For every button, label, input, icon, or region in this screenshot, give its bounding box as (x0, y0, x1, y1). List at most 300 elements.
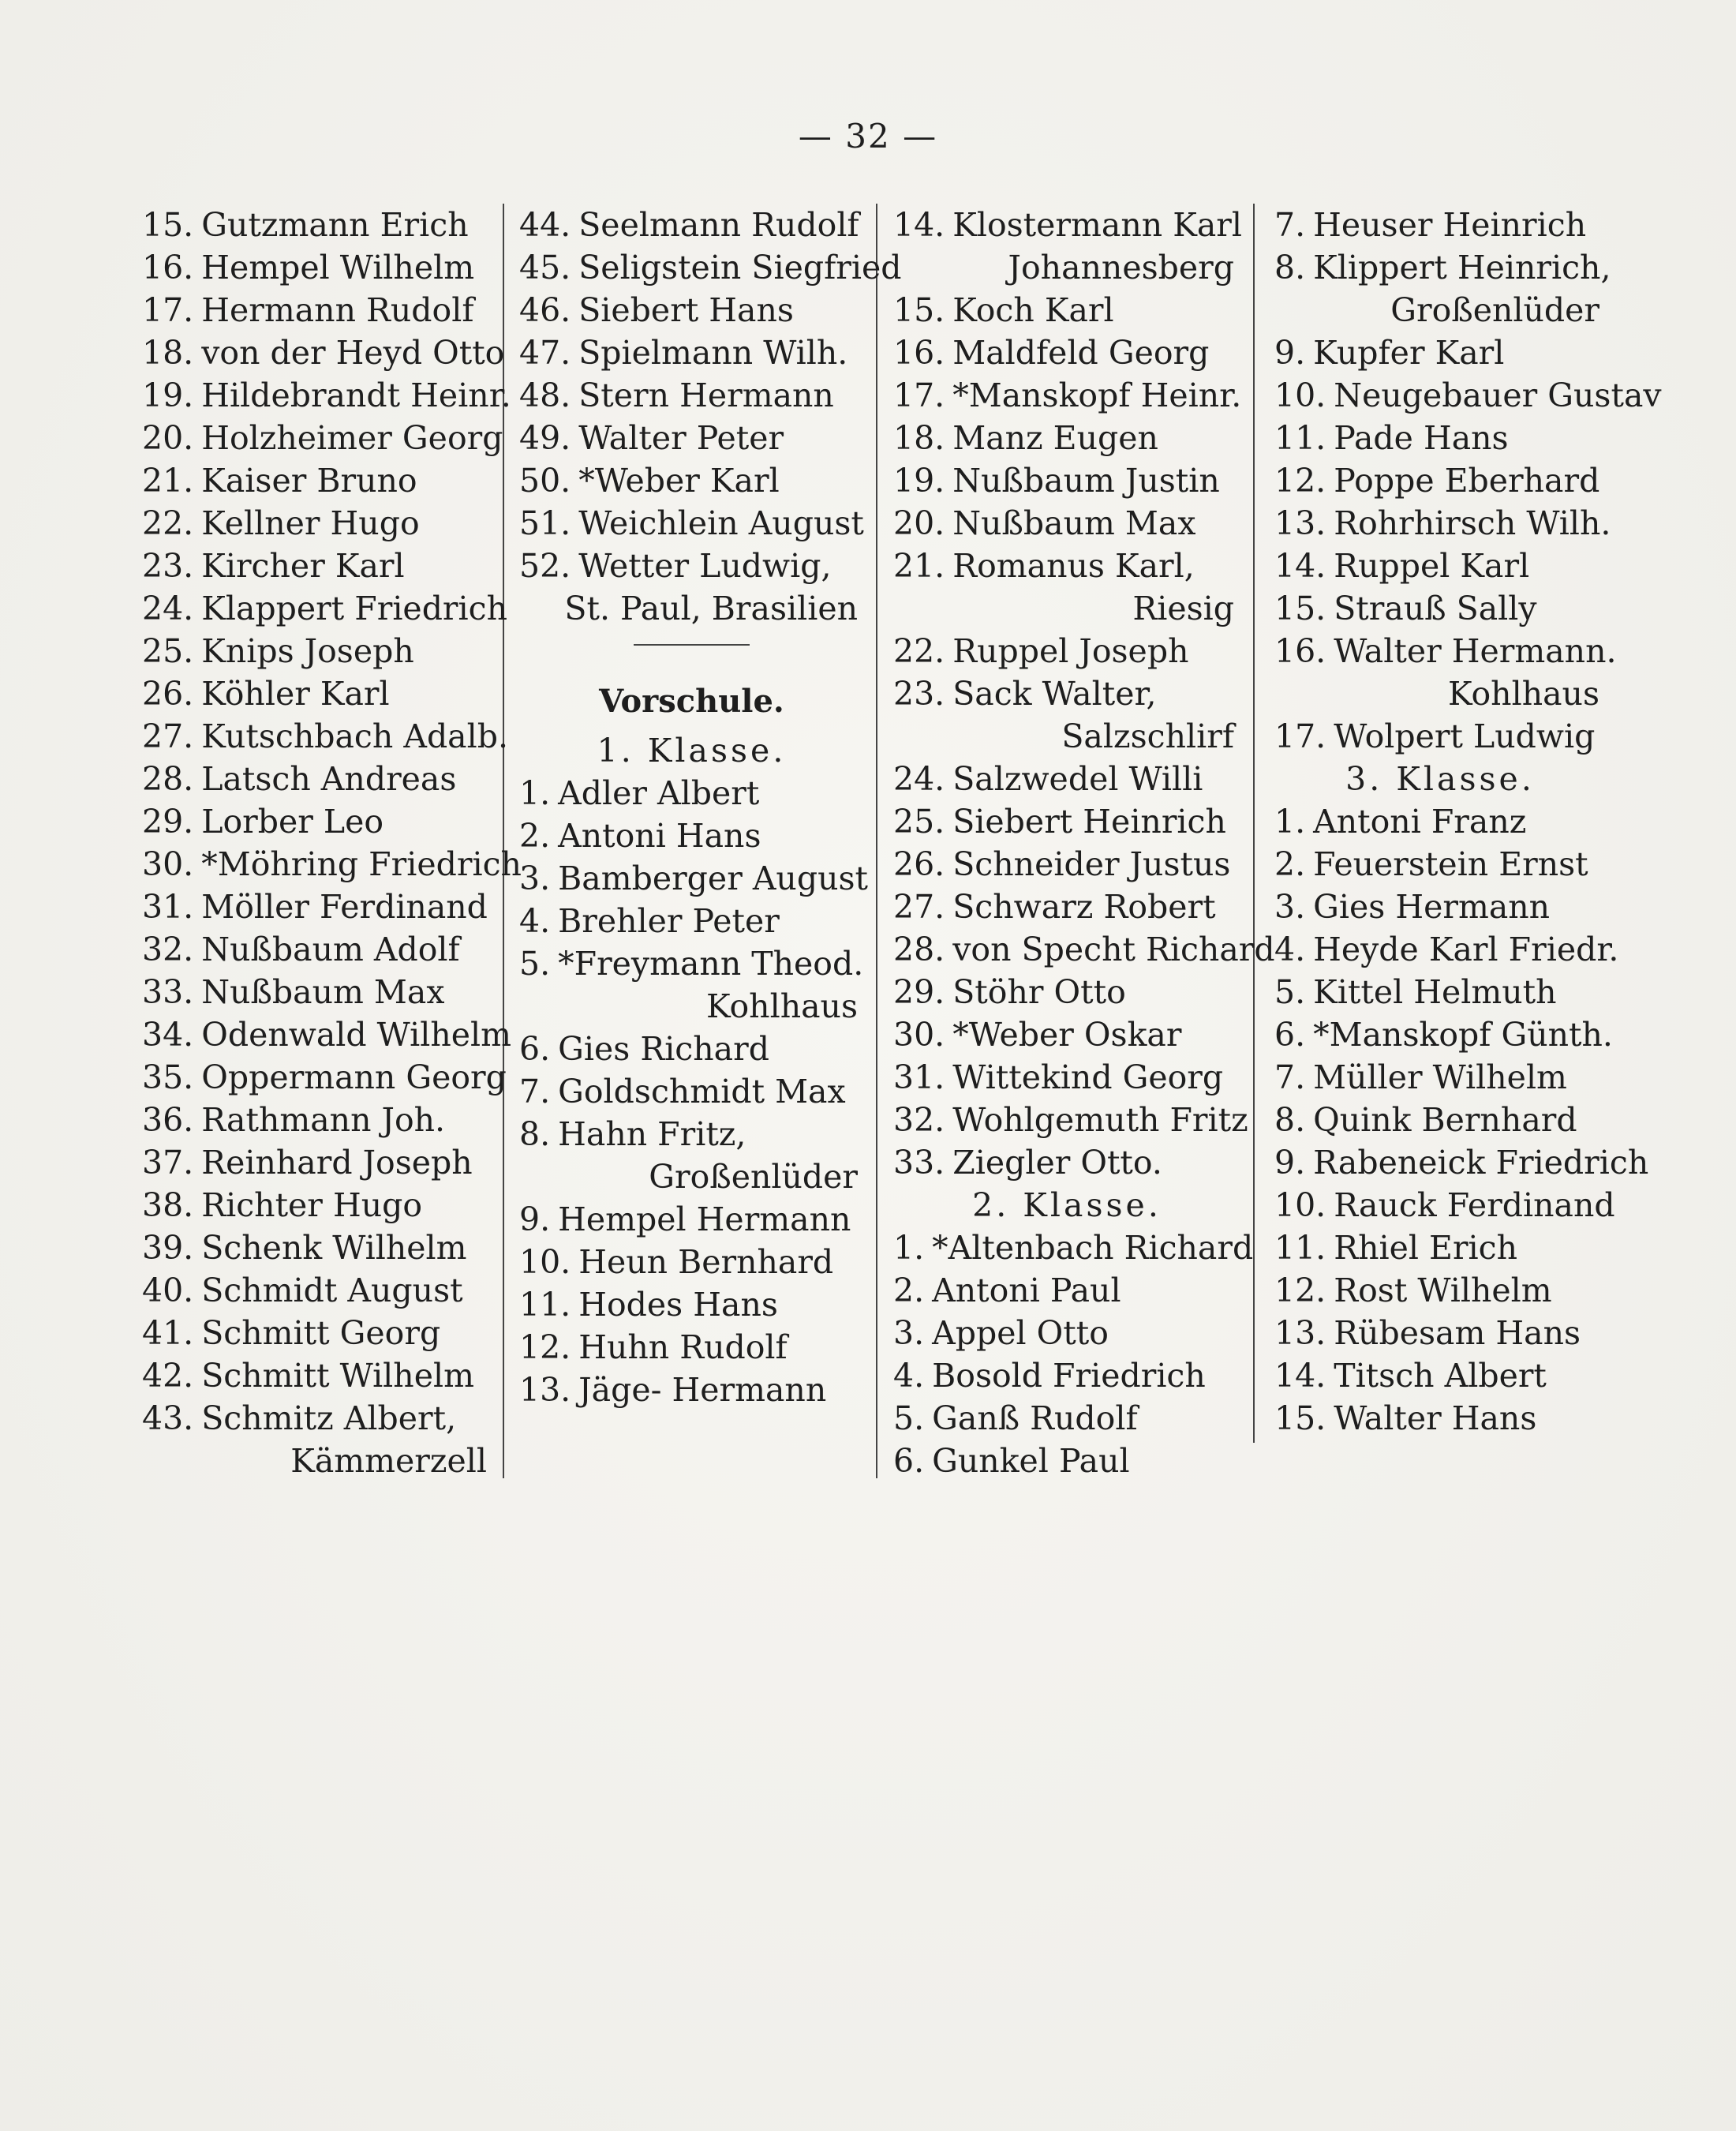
entry-number: 34. (142, 1016, 194, 1054)
entry-number: 10. (1274, 376, 1326, 414)
entry-number: 14. (1274, 1357, 1326, 1395)
entry-name: Knips Joseph (201, 632, 414, 670)
list-item (893, 971, 1240, 1013)
list-item (1274, 1312, 1606, 1354)
entry-number: 30. (893, 1016, 945, 1054)
list-item (519, 459, 864, 502)
entry-name: Antoni Franz (1313, 803, 1527, 841)
entry-name: Müller Wilhelm (1313, 1058, 1567, 1096)
list-item (519, 1028, 864, 1070)
list-item (1274, 971, 1606, 1013)
entry-number: 35. (142, 1058, 194, 1096)
list-item (142, 417, 503, 459)
entry-name: Schenk Wilhelm (201, 1229, 467, 1267)
list-item (893, 928, 1275, 971)
list-item (893, 1141, 1240, 1184)
list-item (893, 545, 1240, 587)
entry-number: 26. (142, 675, 194, 713)
entry-number: 49. (519, 419, 571, 457)
entry-name: Kutschbach Adalb. (201, 717, 509, 755)
entry-number: 1. (1274, 803, 1306, 841)
entry-name: Rhiel Erich (1334, 1229, 1518, 1267)
entry-name: Bamberger August (558, 860, 869, 897)
entry-number: 32. (893, 1101, 945, 1139)
list-item (893, 204, 1240, 246)
entry-number: 29. (142, 803, 194, 841)
entry-name: Kittel Helmuth (1313, 973, 1557, 1011)
list-item (893, 331, 1240, 374)
entry-number: 27. (142, 717, 194, 755)
list-item (1274, 1056, 1606, 1099)
list-item (142, 502, 493, 545)
entry-name: Goldschmidt Max (558, 1073, 846, 1110)
entry-name: Wittekind Georg (952, 1058, 1224, 1096)
list-item (519, 1326, 864, 1369)
entry-name: Klippert Heinrich, (1313, 249, 1611, 287)
list-item (1274, 630, 1617, 672)
entry-number: 28. (893, 931, 945, 968)
column-rule (1253, 204, 1255, 1443)
entry-number: 7. (1274, 1058, 1306, 1096)
list-item (893, 1099, 1248, 1141)
entry-number: 25. (142, 632, 194, 670)
entry-name: Weichlein August (578, 504, 864, 542)
entry-number: 2. (1274, 845, 1306, 883)
entry-number: 20. (142, 419, 194, 457)
entry-number: 8. (1274, 1101, 1306, 1139)
class-heading: 2. Klasse. (972, 1186, 1162, 1224)
entry-name: Ziegler Otto. (952, 1144, 1162, 1182)
entry-name: Feuerstein Ernst (1313, 845, 1588, 883)
entry-name: *Manskopf Günth. (1313, 1016, 1613, 1054)
entry-number: 17. (142, 291, 194, 329)
entry-name: Schwarz Robert (952, 888, 1216, 926)
entry-name: Gies Hermann (1313, 888, 1551, 926)
entry-name: Koch Karl (952, 291, 1114, 329)
entry-number: 36. (142, 1101, 194, 1139)
entry-name: Antoni Paul (932, 1271, 1121, 1309)
list-item (142, 289, 493, 331)
entry-number: 18. (893, 419, 945, 457)
list-item (893, 1397, 1240, 1440)
list-item (519, 857, 869, 900)
list-item (1274, 1397, 1606, 1440)
list-item (519, 1198, 864, 1241)
list-item (893, 1013, 1240, 1056)
list-item (893, 1227, 1254, 1269)
entry-name: Rost Wilhelm (1334, 1271, 1552, 1309)
entry-name: Nußbaum Max (201, 973, 445, 1011)
entry-number: 4. (1274, 931, 1306, 968)
list-item (1274, 1354, 1606, 1397)
list-item (142, 331, 505, 374)
list-item (142, 1269, 493, 1312)
entry-name: Gunkel Paul (932, 1442, 1130, 1480)
name-column-2 (519, 204, 902, 1411)
list-item (893, 800, 1240, 843)
list-item (1274, 843, 1606, 886)
entry-name: Spielmann Wilh. (578, 334, 848, 372)
entry-number: 43. (142, 1399, 194, 1437)
entry-name: Odenwald Wilhelm (201, 1016, 511, 1054)
list-item (893, 289, 1240, 331)
list-item (893, 459, 1240, 502)
entry-name: Quink Bernhard (1313, 1101, 1577, 1139)
list-item (142, 587, 508, 630)
entry-number: 22. (142, 504, 194, 542)
list-item (1274, 886, 1606, 928)
entry-number: 23. (893, 675, 945, 713)
entry-name: Siebert Hans (578, 291, 794, 329)
entry-name: Walter Peter (578, 419, 784, 457)
entry-name: Richter Hugo (201, 1186, 423, 1224)
entry-number: 3. (893, 1314, 925, 1352)
list-item (1274, 1099, 1606, 1141)
entry-number: 3. (519, 860, 551, 897)
list-item (893, 843, 1240, 886)
entry-name: Schmidt August (201, 1271, 463, 1309)
list-item (142, 1141, 493, 1184)
entry-name: Maldfeld Georg (952, 334, 1210, 372)
entry-name: Schneider Justus (952, 845, 1231, 883)
entry-number: 10. (1274, 1186, 1326, 1224)
entry-name: Hildebrandt Heinr. (201, 376, 511, 414)
list-item (1274, 1269, 1606, 1312)
entry-name: Antoni Hans (558, 817, 761, 855)
entry-number: 21. (142, 462, 194, 500)
entry-number: 22. (893, 632, 945, 670)
entry-name: Heuser Heinrich (1313, 206, 1587, 244)
list-item (142, 1312, 493, 1354)
list-item (142, 928, 493, 971)
entry-number: 13. (519, 1371, 571, 1409)
name-column-1 (142, 204, 522, 1482)
list-item (519, 1070, 864, 1113)
entry-number: 9. (1274, 1144, 1306, 1182)
entry-name: Stöhr Otto (952, 973, 1126, 1011)
entry-name: Wolpert Ludwig (1334, 717, 1596, 755)
entry-number: 5. (1274, 973, 1306, 1011)
list-item (893, 374, 1240, 417)
entry-name: Holzheimer Georg (201, 419, 503, 457)
list-item (519, 331, 864, 374)
entry-name: Kupfer Karl (1313, 334, 1505, 372)
entry-name: Kircher Karl (201, 547, 405, 585)
list-item (1274, 1184, 1615, 1227)
list-item (519, 1283, 864, 1326)
entry-number: 10. (519, 1243, 571, 1281)
entry-number: 31. (893, 1058, 945, 1096)
list-item (1274, 1141, 1649, 1184)
list-item (893, 1440, 1240, 1482)
list-item (1274, 1013, 1613, 1056)
entry-number: 4. (519, 902, 551, 940)
entry-continuation: Riesig (1132, 590, 1234, 627)
entry-continuation: Johannesberg (1008, 249, 1234, 287)
entry-number: 14. (893, 206, 945, 244)
entry-number: 2. (893, 1271, 925, 1309)
entry-name: Hermann Rudolf (201, 291, 474, 329)
entry-name: Adler Albert (558, 774, 760, 812)
entry-number: 20. (893, 504, 945, 542)
entry-name: Poppe Eberhard (1334, 462, 1600, 500)
entry-name: Manz Eugen (952, 419, 1158, 457)
entry-number: 24. (142, 590, 194, 627)
page-number: — 32 — (798, 117, 938, 155)
name-column-3 (893, 204, 1275, 1482)
list-item (142, 843, 522, 886)
list-item (893, 886, 1240, 928)
entry-continuation: Kohlhaus (1447, 675, 1599, 713)
entry-name: Neugebauer Gustav (1334, 376, 1662, 414)
entry-name: Ruppel Karl (1334, 547, 1530, 585)
entry-name: Gutzmann Erich (201, 206, 469, 244)
entry-name: Heun Bernhard (578, 1243, 834, 1281)
list-item (142, 246, 493, 289)
entry-number: 6. (519, 1030, 551, 1068)
list-item (893, 630, 1240, 672)
list-item (1274, 928, 1619, 971)
entry-number: 42. (142, 1357, 194, 1395)
list-item (893, 758, 1240, 800)
entry-number: 5. (893, 1399, 925, 1437)
entry-number: 15. (893, 291, 945, 329)
entry-continuation: St. Paul, Brasilien (564, 590, 858, 627)
list-item (519, 417, 864, 459)
entry-name: Rauck Ferdinand (1334, 1186, 1615, 1224)
entry-number: 13. (1274, 1314, 1326, 1352)
list-item (142, 1184, 493, 1227)
entry-number: 3. (1274, 888, 1306, 926)
list-item (519, 374, 864, 417)
list-item (142, 1056, 507, 1099)
entry-number: 25. (893, 803, 945, 841)
list-item (893, 1056, 1240, 1099)
entry-number: 52. (519, 547, 571, 585)
list-item (142, 758, 493, 800)
entry-number: 14. (1274, 547, 1326, 585)
entry-number: 15. (1274, 590, 1326, 627)
list-item (142, 715, 509, 758)
list-item (142, 630, 493, 672)
entry-number: 11. (1274, 1229, 1326, 1267)
entry-name: Seligstein Siegfried (578, 249, 902, 287)
entry-name: Nußbaum Justin (952, 462, 1220, 500)
entry-name: *Manskopf Heinr. (952, 376, 1242, 414)
list-item (142, 204, 493, 246)
entry-name: Rübesam Hans (1334, 1314, 1581, 1352)
list-item (142, 1397, 493, 1440)
entry-number: 23. (142, 547, 194, 585)
entry-name: Schmitt Wilhelm (201, 1357, 474, 1395)
list-item (1274, 1227, 1606, 1269)
list-item (1274, 587, 1606, 630)
list-item (1274, 800, 1606, 843)
entry-name: Wohlgemuth Fritz (952, 1101, 1248, 1139)
entry-name: *Freymann Theod. (558, 945, 864, 983)
entry-number: 19. (142, 376, 194, 414)
list-item (142, 886, 493, 928)
entry-number: 8. (1274, 249, 1306, 287)
entry-name: Seelmann Rudolf (578, 206, 859, 244)
entry-number: 18. (142, 334, 194, 372)
entry-name: Walter Hermann. (1334, 632, 1617, 670)
list-item (893, 672, 1240, 715)
list-item (519, 502, 864, 545)
entry-name: Rabeneick Friedrich (1313, 1144, 1649, 1182)
entry-number: 45. (519, 249, 571, 287)
entry-number: 1. (893, 1229, 925, 1267)
entry-name: Ganß Rudolf (932, 1399, 1138, 1437)
entry-number: 32. (142, 931, 194, 968)
entry-name: von der Heyd Otto (201, 334, 505, 372)
list-item (519, 545, 864, 587)
entry-number: 29. (893, 973, 945, 1011)
entry-number: 6. (1274, 1016, 1306, 1054)
entry-name: Ruppel Joseph (952, 632, 1189, 670)
entry-number: 21. (893, 547, 945, 585)
entry-name: Huhn Rudolf (578, 1328, 788, 1366)
entry-name: Stern Hermann (578, 376, 834, 414)
column-rule (876, 204, 877, 1478)
list-item (1274, 459, 1606, 502)
entry-name: Köhler Karl (201, 675, 390, 713)
entry-number: 26. (893, 845, 945, 883)
entry-number: 16. (1274, 632, 1326, 670)
entry-name: Klostermann Karl (952, 206, 1242, 244)
entry-name: Hodes Hans (578, 1286, 778, 1324)
entry-number: 24. (893, 760, 945, 798)
entry-name: Salzwedel Willi (952, 760, 1203, 798)
entry-number: 5. (519, 945, 551, 983)
class-heading: 1. Klasse. (597, 732, 787, 770)
entry-continuation: Kohlhaus (705, 987, 858, 1025)
list-item (142, 1354, 493, 1397)
list-item (519, 1113, 864, 1155)
list-item (1274, 715, 1606, 758)
entry-number: 7. (1274, 206, 1306, 244)
entry-name: Strauß Sally (1334, 590, 1537, 627)
entry-name: Wetter Ludwig, (578, 547, 832, 585)
list-item (142, 1227, 493, 1269)
entry-continuation: Kämmerzell (290, 1442, 487, 1480)
entry-continuation: Salzschlirf (1061, 717, 1234, 755)
list-item (519, 246, 902, 289)
class-heading: 3. Klasse. (1345, 760, 1535, 798)
entry-number: 50. (519, 462, 571, 500)
entry-name: von Specht Richard (952, 931, 1275, 968)
entry-number: 8. (519, 1115, 551, 1153)
section-title: Vorschule. (599, 683, 784, 720)
entry-number: 16. (893, 334, 945, 372)
entry-number: 48. (519, 376, 571, 414)
entry-number: 28. (142, 760, 194, 798)
entry-number: 7. (519, 1073, 551, 1110)
entry-number: 17. (893, 376, 945, 414)
entry-name: Oppermann Georg (201, 1058, 507, 1096)
name-column-4 (1274, 204, 1662, 1440)
entry-name: Schmitt Georg (201, 1314, 441, 1352)
entry-number: 9. (1274, 334, 1306, 372)
entry-number: 11. (1274, 419, 1326, 457)
entry-name: Lorber Leo (201, 803, 384, 841)
entry-number: 11. (519, 1286, 571, 1324)
entry-name: Titsch Albert (1334, 1357, 1547, 1395)
entry-number: 17. (1274, 717, 1326, 755)
entry-number: 12. (519, 1328, 571, 1366)
list-item (142, 1099, 493, 1141)
entry-name: Schmitz Albert, (201, 1399, 457, 1437)
entry-name: *Weber Oskar (952, 1016, 1182, 1054)
entry-name: Kaiser Bruno (201, 462, 417, 500)
list-item (519, 1369, 864, 1411)
list-item (1274, 246, 1611, 289)
entry-number: 19. (893, 462, 945, 500)
entry-number: 33. (893, 1144, 945, 1182)
entry-name: Rohrhirsch Wilh. (1334, 504, 1611, 542)
entry-number: 27. (893, 888, 945, 926)
list-item (519, 1241, 864, 1283)
entry-continuation: Großenlüder (1390, 291, 1599, 329)
list-item (142, 672, 493, 715)
entry-name: Romanus Karl, (952, 547, 1195, 585)
list-item (519, 289, 864, 331)
list-item (1274, 502, 1611, 545)
entry-number: 13. (1274, 504, 1326, 542)
entry-number: 39. (142, 1229, 194, 1267)
entry-name: Hempel Wilhelm (201, 249, 475, 287)
entry-name: *Weber Karl (578, 462, 780, 500)
entry-number: 31. (142, 888, 194, 926)
entry-name: Brehler Peter (558, 902, 780, 940)
entry-name: Klappert Friedrich (201, 590, 508, 627)
list-item (893, 1312, 1240, 1354)
entry-number: 41. (142, 1314, 194, 1352)
entry-name: Möller Ferdinand (201, 888, 488, 926)
entry-name: *Altenbach Richard (932, 1229, 1254, 1267)
entry-name: Gies Richard (558, 1030, 769, 1068)
entry-number: 4. (893, 1357, 925, 1395)
entry-name: Hahn Fritz, (558, 1115, 746, 1153)
list-item (519, 900, 864, 942)
list-item (893, 1354, 1240, 1397)
entry-number: 44. (519, 206, 571, 244)
list-item (142, 1013, 511, 1056)
entry-name: Pade Hans (1334, 419, 1509, 457)
list-item (893, 417, 1240, 459)
entry-number: 15. (1274, 1399, 1326, 1437)
entry-name: Nußbaum Max (952, 504, 1196, 542)
list-item (519, 815, 864, 857)
entry-number: 16. (142, 249, 194, 287)
entry-number: 33. (142, 973, 194, 1011)
list-item (519, 772, 864, 815)
entry-name: Sack Walter, (952, 675, 1157, 713)
list-item (519, 204, 864, 246)
entry-number: 12. (1274, 462, 1326, 500)
entry-number: 37. (142, 1144, 194, 1182)
entry-number: 38. (142, 1186, 194, 1224)
list-item (893, 502, 1240, 545)
list-item (1274, 331, 1606, 374)
entry-number: 30. (142, 845, 194, 883)
entry-number: 15. (142, 206, 194, 244)
entry-number: 51. (519, 504, 571, 542)
list-item (142, 459, 493, 502)
entry-name: Kellner Hugo (201, 504, 420, 542)
entry-number: 6. (893, 1442, 925, 1480)
entry-name: Jäge- Hermann (578, 1371, 827, 1409)
